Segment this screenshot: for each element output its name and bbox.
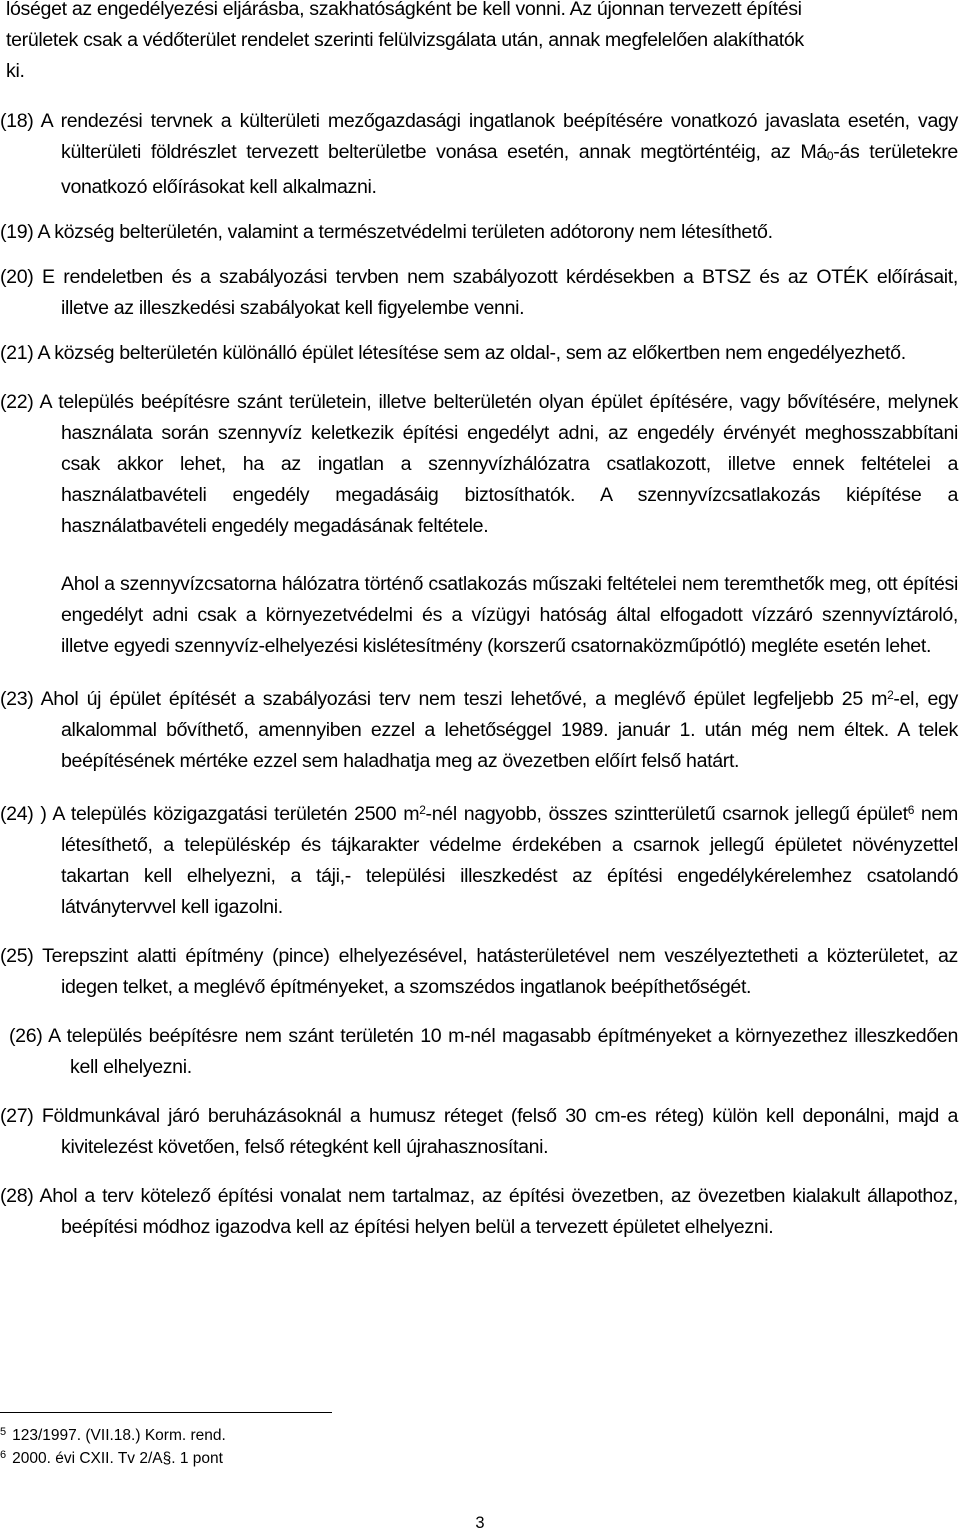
paragraph-22: (22) A település beépítésre szánt területein, illetve belterületén olyan épület építésére, vagy bővítésére, melynek használata során szennyvíz keletkezik építési engedélyt adni, az engedély érvényét meghosszabbítani csak akkor lehet, ha az ingatlan a szennyvízhálózatra csatlakozott, illetve ennek feltételei a használatbavételi engedély megadásáig biztosíthatók. A szennyvízcsatlakozás kiépítése a használatbavételi engedély megadásának feltétele. [0,391,958,537]
paragraph-24-text-end: nem létesíthető, a településkép és tájkarakter védelme érdekében a csarnok jellegű épületet növényzettel takartan kell elhelyezni, a táji,- települési illeszkedést az építési engedélykérelemhez csatolandó látványtervvel kell igazolni. [61,803,958,918]
intro-line-2: területek csak a védőterület rendelet szerinti felülvizsgálata után, annak megfelelően alakíthatók [6,29,804,51]
page-number: 3 [475,1514,485,1532]
paragraph-23-text: (23) Ahol új épület építését a szabályozási terv nem teszi lehetővé, a meglévő épület legfeljebb 25 m [0,688,888,710]
footnote-number: 5 [0,1426,7,1438]
footnote-ref-6: 6 [907,803,915,817]
paragraph-24-text-mid: -nél nagyobb, összes szintterületű csarnok jellegű épület [425,803,908,825]
paragraph-19: (19) A község belterületén, valamint a természetvédelmi területen adótorony nem létesíthető. [0,221,773,243]
paragraph-24 [0,795,958,923]
paragraph-24-text: (24) ) A település közigazgatási területén 2500 m [0,803,420,825]
intro-line-1: lóséget az engedélyezési eljárásba, szakhatóságként be kell vonni. Az újonnan tervezett építési [6,0,802,20]
footnote-text: 123/1997. (VII.18.) Korm. rend. [12,1427,226,1444]
paragraph-27: (27) Földmunkával járó beruházásoknál a humusz réteget (felső 30 cm-es réteg) külön kell deponálni, majd a kivitelezést követően, felső rétegként kell újrahasznosítani. [0,1105,958,1158]
paragraph-28: (28) Ahol a terv kötelező építési vonalat nem tartalmaz, az építési övezetben, az övezetben kialakult állapothoz, beépítési módhoz igazodva kell az építési helyen belül a tervezett épületet elhelyezni. [0,1185,958,1238]
intro-paragraph [0,0,958,87]
superscript-2: 2 [887,688,894,702]
footnote-5 [0,1422,226,1446]
footnote-6 [0,1445,223,1469]
paragraph-18 [0,106,958,203]
subscript-0: 0 [826,149,834,163]
paragraph-18-text: (18) A rendezési tervnek a külterületi mezőgazdasági ingatlanok beépítésére vonatkozó javaslata esetén, vagy külterületi földrészlet tervezett belterületbe vonása esetén, annak megtörténtéig, az Má [0,110,958,163]
paragraph-21: (21) A község belterületén különálló épület létesítése sem az oldal-, sem az előkertben nem engedélyezhető. [0,342,906,364]
paragraph-20: (20) E rendeletben és a szabályozási tervben nem szabályozott kérdésekben a BTSZ és az OTÉK előírásait, illetve az illeszkedési szabályokat kell figyelembe venni. [0,266,958,319]
paragraph-25: (25) Terepszint alatti építmény (pince) elhelyezésével, hatásterületével nem veszélyeztetheti a közterületet, az idegen telket, a meglévő építményeket, a szomszédos ingatlanok beépíthetőségét. [0,945,958,998]
superscript-2: 2 [419,803,426,817]
paragraph-23-text-end: -el, egy alkalommal bővíthető, amennyiben ezzel a lehetőséggel 1989. január 1. után még nem éltek. A telek beépítésének mértéke ezzel sem haladhatja meg az övezetben előírt felső határt. [61,688,958,772]
paragraph-26: (26) A település beépítésre nem szánt területén 10 m-nél magasabb építményeket a környezethez illeszkedően kell elhelyezni. [9,1025,958,1078]
footnote-number: 6 [0,1449,7,1461]
footnote-text: 2000. évi CXII. Tv 2/A§. 1 pont [12,1450,223,1467]
footnote-divider [0,1412,332,1413]
paragraph-23 [0,680,958,777]
paragraph-22-continuation: Ahol a szennyvízcsatorna hálózatra történő csatlakozás műszaki feltételei nem teremthetők meg, ott építési engedélyt adni csak a környezetvédelmi és a vízügyi hatóság által elfogadott vízzáró szennyvíztároló, illetve egyedi szennyvíz-elhelyezési kislétesítmény (korszerű csatornaközműpótló) megléte esetén lehet. [61,573,958,657]
paragraph-18-text-end: -ás területekre vonatkozó előírásokat kell alkalmazni. [61,141,958,198]
intro-line-3: ki. [6,60,25,82]
